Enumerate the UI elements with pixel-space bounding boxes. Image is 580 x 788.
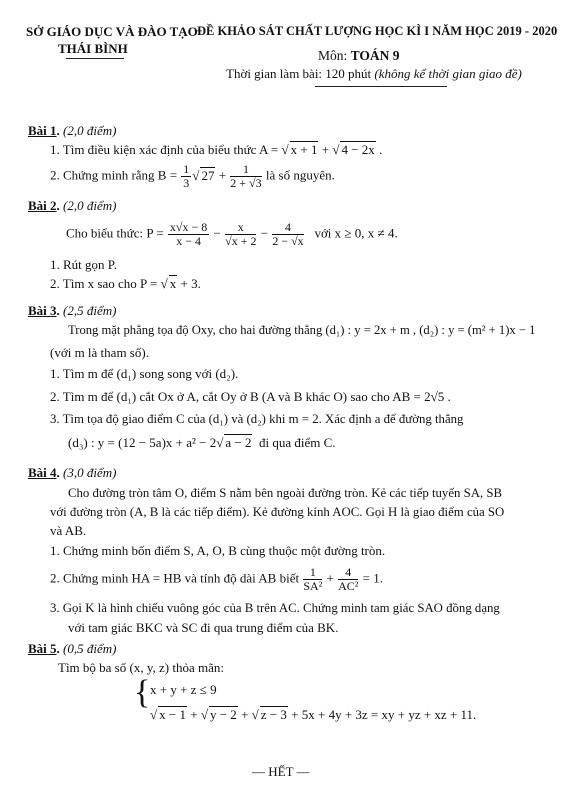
bai2-q2: 2. Tìm x sao cho P = √ x + 3. (50, 276, 201, 291)
bai2-f2-den: √x + 2 (225, 234, 257, 249)
bai2-q2-text: 2. Tìm x sao cho P = (50, 276, 158, 291)
bai4-intro-1: Cho đường tròn tâm O, điểm S nằm bên ngoài đường tròn. Kẻ các tiếp tuyến SA, SB (68, 486, 503, 500)
bai3-q3-expr-a: (d₃) : y = (12 − 5a)x + a² − 2 (68, 435, 217, 450)
bai1-points: (2,0 điểm) (63, 123, 117, 138)
bai2-expr-label: Cho biểu thức: P = (66, 225, 164, 241)
bai1-q2-suffix: là số nguyên. (265, 167, 335, 183)
bai1-q2: 2. Chứng minh rằng B = $\frac{1}{3}$ √ 27 + $\frac{1}{2 + √3}$ là số nguyên. (50, 162, 335, 191)
bai4-points: (3,0 điểm) (63, 465, 117, 480)
bai4-q2-tail: = 1. (362, 570, 384, 586)
bai5-points: (0,5 điểm) (63, 641, 117, 656)
bai5-eq2-tail: + 5x + 4y + 3z = xy + yz + xz + 11. (291, 707, 477, 722)
exam-title: ĐỀ KHẢO SÁT CHẤT LƯỢNG HỌC KÌ I NĂM HỌC 2019 - 2020 (197, 24, 558, 38)
bai5-eq2-sqrt-b: y − 2 (209, 707, 237, 722)
bai1-q2-text: 2. Chứng minh rằng B = (50, 167, 178, 183)
time-note: (không kể thời gian giao đề) (374, 66, 522, 81)
bai2-f1-num: x√x − 8 (169, 220, 208, 234)
bai1-heading: Bài 1. (2,0 điểm) (28, 123, 117, 138)
bai3-q3-sqrt: a − 2 (225, 435, 252, 450)
bai4-intro-3: và AB. (50, 523, 87, 538)
subject-name: TOÁN 9 (350, 48, 400, 63)
time-text: Thời gian làm bài: 120 phút (226, 66, 372, 81)
bai4-q1: 1. Chứng minh bốn điểm S, A, O, B cùng thuộc một đường tròn. (50, 543, 386, 558)
bai1-q1-text: 1. Tìm điều kiện xác định của biểu thức A = (50, 142, 279, 157)
bai4-q3-line2: với tam giác BKC và SC đi qua trung điểm của BK. (68, 620, 339, 635)
bai2-f3-den: 2 − √x (272, 234, 304, 249)
bai1-q2-f1-num: 1 (183, 162, 190, 176)
bai4-q2: 2. Chứng minh HA = HB và tính độ dài AB biết $\frac{1}{\text{SA²}}$ + $\frac{4}{\text{AC²}}$ = 1. (50, 565, 384, 594)
bai3-q3-line1: 3. Tìm tọa độ giao điểm C của (d₁) và (d₂) khi m = 2. Xác định a để đường thẳng (50, 412, 464, 426)
bai4-q2-text: 2. Chứng minh HA = HB và tính độ dài AB biết (50, 570, 300, 586)
header-underline (315, 86, 447, 87)
bai3-q3-tail: đi qua điểm C. (258, 435, 336, 450)
org-underline (66, 58, 124, 59)
bai2-f3-num: 4 (272, 221, 303, 235)
org-line-1: SỞ GIÁO DỤC VÀ ĐÀO TẠO (26, 24, 198, 39)
bai2-q1: 1. Rút gọn P. (50, 257, 117, 272)
bai3-heading: Bài 3. (2,5 điểm) (28, 303, 117, 318)
bai5-intro: Tìm bộ ba số (x, y, z) thỏa mãn: (58, 660, 224, 675)
bai2-points: (2,0 điểm) (63, 198, 117, 213)
bai5-eq2-sqrt-c: z − 3 (260, 707, 287, 722)
bai5-title: Bài 5 (28, 641, 57, 656)
bai4-q2-f2-num: 4 (338, 566, 358, 580)
bai2-f1-den: x − 4 (176, 234, 201, 249)
subject-label: Môn: (318, 48, 348, 63)
bai3-q2: 2. Tìm m để (d₁) cắt Ox ở A, cắt Oy ở B (A và B khác O) sao cho AB = 2√5 . (50, 389, 451, 404)
bai4-q2-f1-num: 1 (303, 566, 322, 580)
bai2-expression: Cho biểu thức: P = $\frac{x√x - 8}{x - 4}$ − $\frac{x}{√x + 2}$ − $\frac{4}{2 - √x}$ với x ≥ 0, x ≠ 4. (66, 220, 398, 249)
bai5-eq2: √ x − 1 + √ y − 2 + √ z − 3 + 5x + 4y + 3z = xy + yz + xz + 11. (150, 707, 477, 722)
bai2-f2-num: x (225, 221, 256, 235)
bai4-intro-2: với đường tròn (A, B là các tiếp điểm). Kẻ đường kính AOC. Gọi H là giao điểm của SO (50, 505, 505, 519)
bai4-q2-f2-den: AC² (338, 579, 359, 594)
bai3-q1: 1. Tìm m để (d₁) song song với (d₂). (50, 366, 239, 381)
bai3-title: Bài 3 (28, 303, 57, 318)
time-line (226, 66, 522, 82)
bai2-q2-expr: + 3. (180, 276, 201, 291)
bai4-heading: Bài 4. (3,0 điểm) (28, 465, 117, 480)
bai3-intro: Trong mặt phẳng tọa độ Oxy, cho hai đường thẳng (d₁) : y = 2x + m , (d₂) : y = (m² + 1)x − 1 (68, 323, 536, 337)
bai1-q1: 1. Tìm điều kiện xác định của biểu thức A = √ x + 1 + √ 4 − 2x . (50, 142, 383, 157)
bai2-title: Bài 2 (28, 198, 57, 213)
bai1-q2-f1-den: 3 (183, 176, 190, 191)
system-brace: { (134, 674, 151, 711)
bai4-q2-f1-den: SA² (303, 579, 323, 594)
bai1-q2-f2-den: 2 + √3 (230, 176, 262, 191)
bai3-intro-2: (với m là tham số). (50, 345, 149, 360)
bai2-heading: Bài 2. (2,0 điểm) (28, 198, 117, 213)
bai1-q1-sqrt-b: 4 − 2x (341, 142, 375, 157)
bai5-heading: Bài 5. (0,5 điểm) (28, 641, 117, 656)
bai5-eq1: x + y + z ≤ 9 (150, 682, 217, 697)
bai3-q3-line2: (d₃) : y = (12 − 5a)x + a² − 2√ a − 2 đi qua điểm C. (68, 435, 336, 450)
end-marker: — HẾT — (252, 764, 310, 779)
bai4-q3-line1: 3. Gọi K là hình chiếu vuông góc của B trên AC. Chứng minh tam giác SAO đồng dạng (50, 601, 500, 615)
bai4-title: Bài 4 (28, 465, 57, 480)
subject-line (318, 48, 400, 64)
org-line-2: THÁI BÌNH (58, 41, 128, 56)
bai1-q2-sqrt: 27 (201, 167, 215, 183)
bai2-condition: với x ≥ 0, x ≠ 4. (314, 225, 398, 241)
bai1-q2-f2-num: 1 (230, 163, 261, 177)
bai1-q1-sqrt-a: x + 1 (290, 142, 318, 157)
bai5-eq2-sqrt-a: x − 1 (159, 707, 186, 722)
bai1-title: Bài 1 (28, 123, 57, 138)
bai3-points: (2,5 điểm) (63, 303, 117, 318)
